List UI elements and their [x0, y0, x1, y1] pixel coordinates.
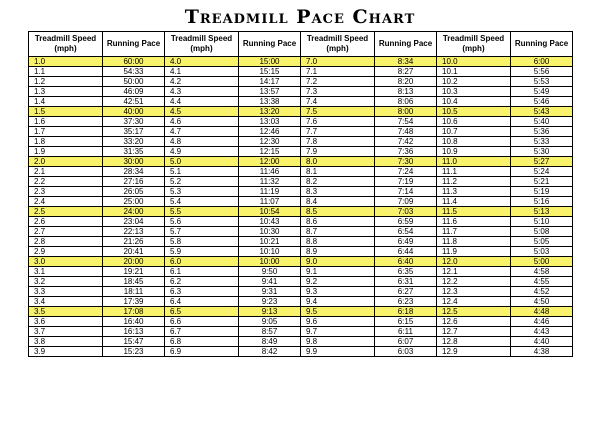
- speed-cell: 8.7: [301, 227, 375, 237]
- pace-cell: 13:20: [239, 107, 301, 117]
- header-pace: Running Pace: [239, 32, 301, 57]
- speed-cell: 3.9: [29, 347, 103, 357]
- speed-cell: 4.6: [165, 117, 239, 127]
- pace-cell: 15:47: [103, 337, 165, 347]
- speed-cell: 3.6: [29, 317, 103, 327]
- speed-cell: 8.2: [301, 177, 375, 187]
- pace-cell: 60:00: [103, 57, 165, 67]
- table-row: [29, 317, 573, 327]
- speed-cell: 5.1: [165, 167, 239, 177]
- speed-cell: 5.2: [165, 177, 239, 187]
- speed-cell: 2.0: [29, 157, 103, 167]
- speed-cell: 2.9: [29, 247, 103, 257]
- table-row: [29, 177, 573, 187]
- pace-cell: 8:34: [375, 57, 437, 67]
- speed-cell: 2.1: [29, 167, 103, 177]
- speed-cell: 11.1: [437, 167, 511, 177]
- table-row: [29, 137, 573, 147]
- pace-cell: 5:05: [511, 237, 573, 247]
- speed-cell: 6.8: [165, 337, 239, 347]
- pace-cell: 6:15: [375, 317, 437, 327]
- speed-cell: 9.0: [301, 257, 375, 267]
- speed-cell: 7.7: [301, 127, 375, 137]
- header-speed: Treadmill Speed (mph): [165, 32, 239, 57]
- speed-cell: 7.4: [301, 97, 375, 107]
- pace-cell: 8:13: [375, 87, 437, 97]
- speed-cell: 12.1: [437, 267, 511, 277]
- pace-cell: 4:40: [511, 337, 573, 347]
- speed-cell: 4.0: [165, 57, 239, 67]
- pace-cell: 5:24: [511, 167, 573, 177]
- speed-cell: 1.2: [29, 77, 103, 87]
- pace-cell: 20:00: [103, 257, 165, 267]
- table-row: [29, 297, 573, 307]
- speed-cell: 9.3: [301, 287, 375, 297]
- speed-cell: 3.3: [29, 287, 103, 297]
- pace-cell: 35:17: [103, 127, 165, 137]
- speed-cell: 9.4: [301, 297, 375, 307]
- pace-cell: 50:00: [103, 77, 165, 87]
- speed-cell: 7.3: [301, 87, 375, 97]
- pace-cell: 5:21: [511, 177, 573, 187]
- speed-cell: 1.9: [29, 147, 103, 157]
- pace-cell: 5:10: [511, 217, 573, 227]
- pace-cell: 6:54: [375, 227, 437, 237]
- speed-cell: 5.6: [165, 217, 239, 227]
- pace-cell: 16:40: [103, 317, 165, 327]
- header-speed: Treadmill Speed (mph): [301, 32, 375, 57]
- pace-cell: 4:58: [511, 267, 573, 277]
- table-row: [29, 57, 573, 67]
- pace-cell: 5:08: [511, 227, 573, 237]
- table-row: [29, 127, 573, 137]
- speed-cell: 4.8: [165, 137, 239, 147]
- pace-cell: 6:59: [375, 217, 437, 227]
- speed-cell: 9.7: [301, 327, 375, 337]
- speed-cell: 3.1: [29, 267, 103, 277]
- speed-cell: 4.9: [165, 147, 239, 157]
- pace-cell: 10:54: [239, 207, 301, 217]
- speed-cell: 3.5: [29, 307, 103, 317]
- speed-cell: 1.5: [29, 107, 103, 117]
- speed-cell: 10.8: [437, 137, 511, 147]
- speed-cell: 7.2: [301, 77, 375, 87]
- pace-cell: 10:43: [239, 217, 301, 227]
- header-speed: Treadmill Speed (mph): [437, 32, 511, 57]
- pace-cell: 10:30: [239, 227, 301, 237]
- pace-cell: 9:13: [239, 307, 301, 317]
- pace-cell: 7:09: [375, 197, 437, 207]
- pace-cell: 4:50: [511, 297, 573, 307]
- pace-cell: 5:43: [511, 107, 573, 117]
- table-row: [29, 307, 573, 317]
- speed-cell: 3.7: [29, 327, 103, 337]
- speed-cell: 2.6: [29, 217, 103, 227]
- pace-cell: 21:26: [103, 237, 165, 247]
- speed-cell: 11.2: [437, 177, 511, 187]
- pace-cell: 9:05: [239, 317, 301, 327]
- table-row: [29, 337, 573, 347]
- pace-cell: 5:03: [511, 247, 573, 257]
- speed-cell: 11.3: [437, 187, 511, 197]
- pace-cell: 8:20: [375, 77, 437, 87]
- speed-cell: 3.2: [29, 277, 103, 287]
- speed-cell: 10.7: [437, 127, 511, 137]
- pace-cell: 11:46: [239, 167, 301, 177]
- pace-cell: 15:15: [239, 67, 301, 77]
- pace-cell: 7:48: [375, 127, 437, 137]
- pace-cell: 17:08: [103, 307, 165, 317]
- pace-cell: 6:03: [375, 347, 437, 357]
- speed-cell: 12.0: [437, 257, 511, 267]
- pace-cell: 5:40: [511, 117, 573, 127]
- table-row: [29, 237, 573, 247]
- speed-cell: 8.5: [301, 207, 375, 217]
- speed-cell: 7.0: [301, 57, 375, 67]
- speed-cell: 4.5: [165, 107, 239, 117]
- speed-cell: 7.9: [301, 147, 375, 157]
- speed-cell: 6.4: [165, 297, 239, 307]
- pace-cell: 5:53: [511, 77, 573, 87]
- table-row: [29, 107, 573, 117]
- pace-cell: 7:14: [375, 187, 437, 197]
- speed-cell: 2.2: [29, 177, 103, 187]
- speed-cell: 5.5: [165, 207, 239, 217]
- speed-cell: 9.9: [301, 347, 375, 357]
- pace-cell: 42:51: [103, 97, 165, 107]
- speed-cell: 11.5: [437, 207, 511, 217]
- speed-cell: 11.8: [437, 237, 511, 247]
- pace-cell: 6:49: [375, 237, 437, 247]
- table-row: [29, 207, 573, 217]
- pace-cell: 12:15: [239, 147, 301, 157]
- speed-cell: 11.0: [437, 157, 511, 167]
- pace-cell: 30:00: [103, 157, 165, 167]
- table-row: [29, 167, 573, 177]
- pace-cell: 5:19: [511, 187, 573, 197]
- speed-cell: 8.6: [301, 217, 375, 227]
- pace-cell: 11:07: [239, 197, 301, 207]
- speed-cell: 11.7: [437, 227, 511, 237]
- speed-cell: 8.1: [301, 167, 375, 177]
- pace-cell: 10:10: [239, 247, 301, 257]
- speed-cell: 4.7: [165, 127, 239, 137]
- pace-cell: 8:49: [239, 337, 301, 347]
- pace-cell: 7:54: [375, 117, 437, 127]
- pace-cell: 16:13: [103, 327, 165, 337]
- speed-cell: 3.8: [29, 337, 103, 347]
- speed-cell: 6.6: [165, 317, 239, 327]
- speed-cell: 5.4: [165, 197, 239, 207]
- speed-cell: 9.6: [301, 317, 375, 327]
- speed-cell: 3.4: [29, 297, 103, 307]
- table-row: [29, 247, 573, 257]
- pace-cell: 7:24: [375, 167, 437, 177]
- table-row: [29, 277, 573, 287]
- page-title: Treadmill Pace Chart: [184, 6, 416, 28]
- table-row: [29, 287, 573, 297]
- pace-cell: 9:31: [239, 287, 301, 297]
- speed-cell: 3.0: [29, 257, 103, 267]
- table-row: [29, 117, 573, 127]
- pace-cell: 8:06: [375, 97, 437, 107]
- pace-cell: 28:34: [103, 167, 165, 177]
- header-pace: Running Pace: [375, 32, 437, 57]
- pace-cell: 22:13: [103, 227, 165, 237]
- pace-cell: 13:57: [239, 87, 301, 97]
- table-row: [29, 187, 573, 197]
- speed-cell: 10.2: [437, 77, 511, 87]
- pace-cell: 23:04: [103, 217, 165, 227]
- table-row: [29, 227, 573, 237]
- pace-cell: 8:57: [239, 327, 301, 337]
- table-row: [29, 347, 573, 357]
- speed-cell: 8.3: [301, 187, 375, 197]
- pace-cell: 12:46: [239, 127, 301, 137]
- pace-cell: 15:00: [239, 57, 301, 67]
- speed-cell: 6.3: [165, 287, 239, 297]
- speed-cell: 11.6: [437, 217, 511, 227]
- pace-cell: 6:31: [375, 277, 437, 287]
- pace-cell: 5:16: [511, 197, 573, 207]
- speed-cell: 1.1: [29, 67, 103, 77]
- pace-cell: 33:20: [103, 137, 165, 147]
- speed-cell: 4.1: [165, 67, 239, 77]
- speed-cell: 2.5: [29, 207, 103, 217]
- speed-cell: 2.3: [29, 187, 103, 197]
- speed-cell: 9.8: [301, 337, 375, 347]
- pace-cell: 26:05: [103, 187, 165, 197]
- pace-cell: 9:50: [239, 267, 301, 277]
- pace-cell: 9:23: [239, 297, 301, 307]
- speed-cell: 6.7: [165, 327, 239, 337]
- speed-cell: 1.3: [29, 87, 103, 97]
- speed-cell: 10.3: [437, 87, 511, 97]
- speed-cell: 10.0: [437, 57, 511, 67]
- speed-cell: 1.8: [29, 137, 103, 147]
- pace-cell: 6:23: [375, 297, 437, 307]
- table-row: [29, 77, 573, 87]
- speed-cell: 4.2: [165, 77, 239, 87]
- pace-cell: 11:32: [239, 177, 301, 187]
- table-row: [29, 67, 573, 77]
- speed-cell: 2.4: [29, 197, 103, 207]
- pace-cell: 7:19: [375, 177, 437, 187]
- speed-cell: 12.2: [437, 277, 511, 287]
- speed-cell: 12.4: [437, 297, 511, 307]
- pace-cell: 5:00: [511, 257, 573, 267]
- speed-cell: 12.5: [437, 307, 511, 317]
- pace-cell: 37:30: [103, 117, 165, 127]
- pace-cell: 18:45: [103, 277, 165, 287]
- pace-cell: 13:03: [239, 117, 301, 127]
- table-row: [29, 327, 573, 337]
- pace-cell: 20:41: [103, 247, 165, 257]
- pace-cell: 13:38: [239, 97, 301, 107]
- table-row: [29, 157, 573, 167]
- pace-cell: 17:39: [103, 297, 165, 307]
- pace-cell: 7:30: [375, 157, 437, 167]
- speed-cell: 8.0: [301, 157, 375, 167]
- pace-cell: 9:41: [239, 277, 301, 287]
- pace-cell: 5:33: [511, 137, 573, 147]
- table-body: [29, 57, 573, 357]
- pace-cell: 8:27: [375, 67, 437, 77]
- speed-cell: 7.6: [301, 117, 375, 127]
- pace-cell: 5:13: [511, 207, 573, 217]
- pace-cell: 4:38: [511, 347, 573, 357]
- speed-cell: 1.4: [29, 97, 103, 107]
- pace-cell: 6:11: [375, 327, 437, 337]
- pace-cell: 4:55: [511, 277, 573, 287]
- speed-cell: 1.6: [29, 117, 103, 127]
- table-row: [29, 97, 573, 107]
- pace-cell: 6:00: [511, 57, 573, 67]
- speed-cell: 2.8: [29, 237, 103, 247]
- speed-cell: 6.5: [165, 307, 239, 317]
- speed-cell: 8.9: [301, 247, 375, 257]
- speed-cell: 4.3: [165, 87, 239, 97]
- pace-cell: 31:35: [103, 147, 165, 157]
- table-row: [29, 147, 573, 157]
- pace-cell: 4:52: [511, 287, 573, 297]
- pace-cell: 19:21: [103, 267, 165, 277]
- speed-cell: 5.3: [165, 187, 239, 197]
- speed-cell: 1.7: [29, 127, 103, 137]
- speed-cell: 6.1: [165, 267, 239, 277]
- pace-cell: 7:03: [375, 207, 437, 217]
- pace-cell: 12:30: [239, 137, 301, 147]
- pace-cell: 5:56: [511, 67, 573, 77]
- speed-cell: 6.0: [165, 257, 239, 267]
- speed-cell: 6.2: [165, 277, 239, 287]
- speed-cell: 9.2: [301, 277, 375, 287]
- speed-cell: 10.1: [437, 67, 511, 77]
- speed-cell: 11.4: [437, 197, 511, 207]
- pace-cell: 10:00: [239, 257, 301, 267]
- pace-cell: 6:07: [375, 337, 437, 347]
- speed-cell: 10.5: [437, 107, 511, 117]
- speed-cell: 10.4: [437, 97, 511, 107]
- pace-cell: 25:00: [103, 197, 165, 207]
- speed-cell: 6.9: [165, 347, 239, 357]
- pace-cell: 27:16: [103, 177, 165, 187]
- table-row: [29, 87, 573, 97]
- speed-cell: 2.7: [29, 227, 103, 237]
- pace-cell: 8:42: [239, 347, 301, 357]
- pace-cell: 5:49: [511, 87, 573, 97]
- header-speed: Treadmill Speed (mph): [29, 32, 103, 57]
- pace-cell: 6:40: [375, 257, 437, 267]
- pace-cell: 4:46: [511, 317, 573, 327]
- speed-cell: 5.9: [165, 247, 239, 257]
- speed-cell: 10.9: [437, 147, 511, 157]
- pace-cell: 4:43: [511, 327, 573, 337]
- pace-cell: 6:35: [375, 267, 437, 277]
- speed-cell: 8.8: [301, 237, 375, 247]
- pace-cell: 7:42: [375, 137, 437, 147]
- pace-cell: 46:09: [103, 87, 165, 97]
- pace-cell: 24:00: [103, 207, 165, 217]
- speed-cell: 5.7: [165, 227, 239, 237]
- pace-cell: 5:27: [511, 157, 573, 167]
- speed-cell: 8.4: [301, 197, 375, 207]
- table-row: [29, 197, 573, 207]
- pace-cell: 14:17: [239, 77, 301, 87]
- speed-cell: 12.9: [437, 347, 511, 357]
- pace-cell: 8:00: [375, 107, 437, 117]
- table-row: [29, 217, 573, 227]
- pace-chart-table: [28, 31, 573, 357]
- speed-cell: 9.1: [301, 267, 375, 277]
- header-pace: Running Pace: [103, 32, 165, 57]
- pace-cell: 5:36: [511, 127, 573, 137]
- speed-cell: 7.5: [301, 107, 375, 117]
- pace-cell: 6:27: [375, 287, 437, 297]
- speed-cell: 5.8: [165, 237, 239, 247]
- pace-cell: 5:46: [511, 97, 573, 107]
- pace-cell: 4:48: [511, 307, 573, 317]
- pace-cell: 54:33: [103, 67, 165, 77]
- speed-cell: 11.9: [437, 247, 511, 257]
- pace-cell: 15:23: [103, 347, 165, 357]
- pace-cell: 6:44: [375, 247, 437, 257]
- table-row: [29, 257, 573, 267]
- header-pace: Running Pace: [511, 32, 573, 57]
- speed-cell: 12.6: [437, 317, 511, 327]
- speed-cell: 12.7: [437, 327, 511, 337]
- pace-cell: 11:19: [239, 187, 301, 197]
- pace-cell: 5:30: [511, 147, 573, 157]
- speed-cell: 12.3: [437, 287, 511, 297]
- speed-cell: 4.4: [165, 97, 239, 107]
- speed-cell: 10.6: [437, 117, 511, 127]
- pace-cell: 10:21: [239, 237, 301, 247]
- speed-cell: 7.8: [301, 137, 375, 147]
- speed-cell: 7.1: [301, 67, 375, 77]
- speed-cell: 9.5: [301, 307, 375, 317]
- pace-cell: 7:36: [375, 147, 437, 157]
- pace-cell: 12:00: [239, 157, 301, 167]
- table-row: [29, 267, 573, 277]
- speed-cell: 12.8: [437, 337, 511, 347]
- pace-cell: 6:18: [375, 307, 437, 317]
- pace-cell: 40:00: [103, 107, 165, 117]
- pace-cell: 18:11: [103, 287, 165, 297]
- speed-cell: 1.0: [29, 57, 103, 67]
- speed-cell: 5.0: [165, 157, 239, 167]
- table-header-row: [29, 32, 573, 57]
